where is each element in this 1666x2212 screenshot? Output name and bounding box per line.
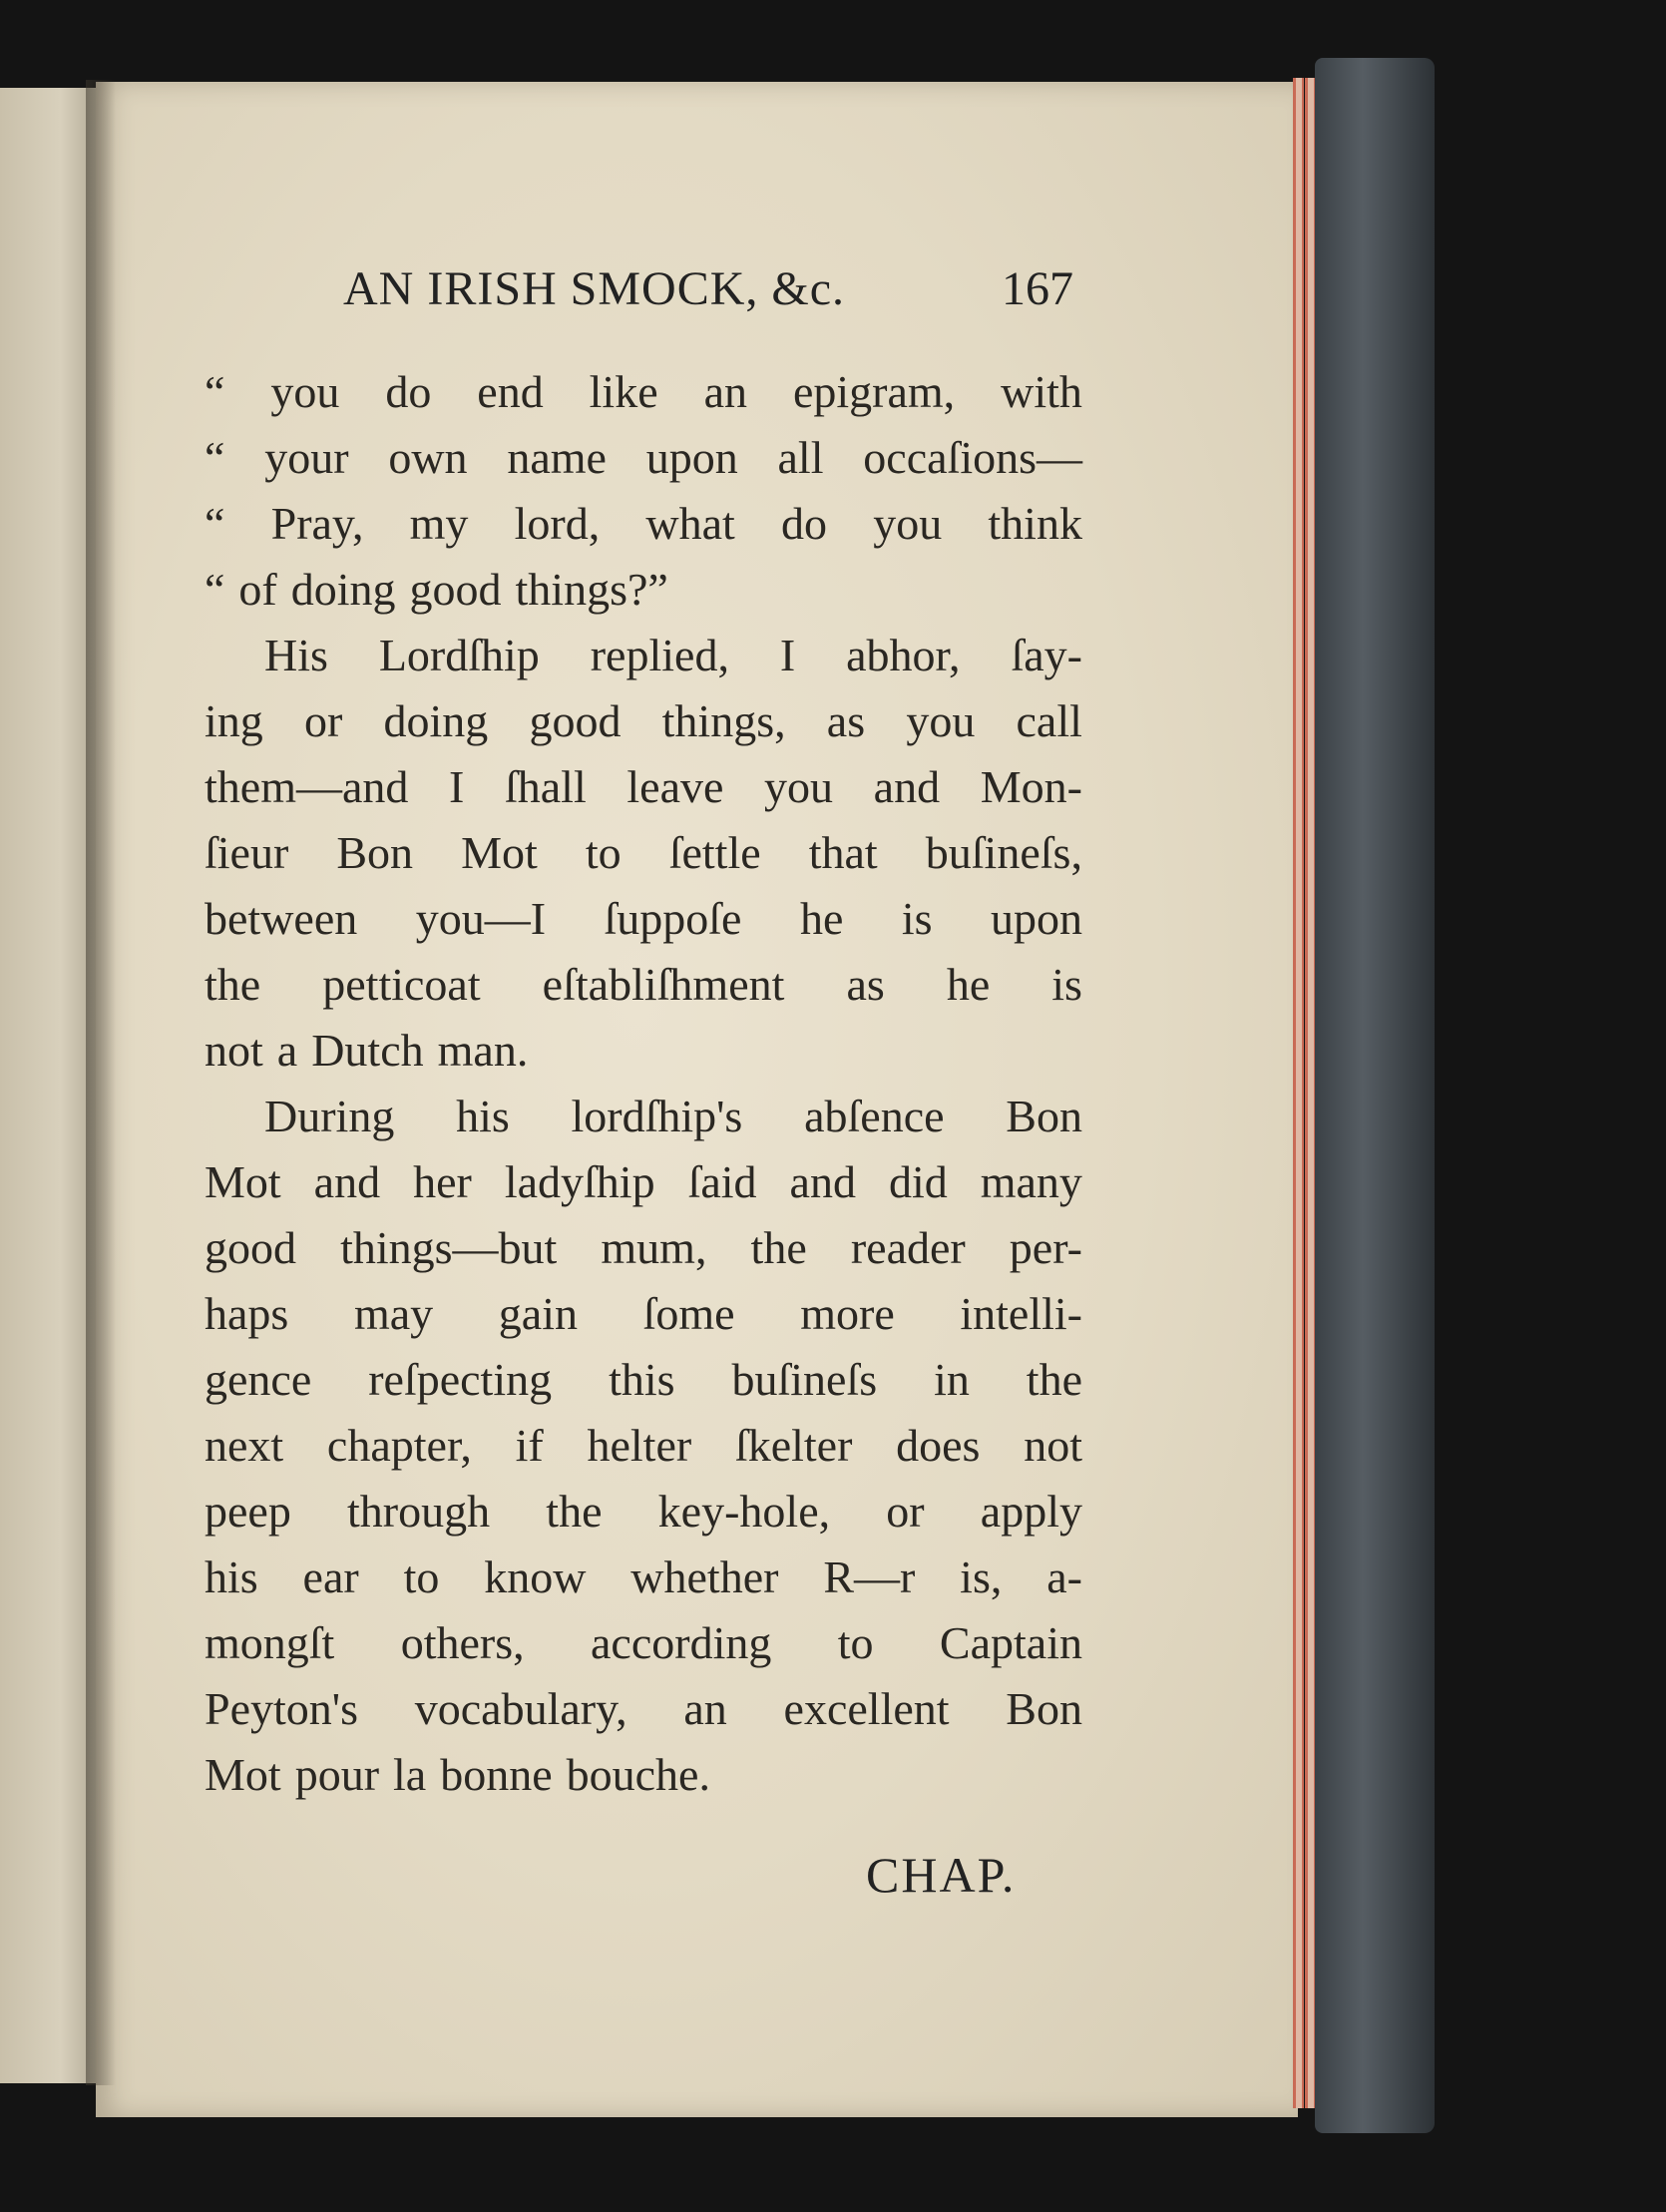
word: Mot xyxy=(461,827,538,878)
word: the xyxy=(1026,1354,1082,1405)
word: own xyxy=(388,432,468,483)
word: mum, xyxy=(601,1222,707,1273)
catchword: CHAP. xyxy=(866,1847,1017,1903)
word: he xyxy=(799,893,844,944)
word: them—and xyxy=(205,761,409,812)
word: abhor, xyxy=(846,630,961,680)
page-edge xyxy=(1293,78,1304,2108)
word: lord, xyxy=(514,498,601,549)
word: intelli- xyxy=(960,1288,1082,1339)
word: Bon xyxy=(336,827,414,878)
word: R—r xyxy=(823,1551,916,1602)
word: more xyxy=(800,1288,895,1339)
body-text xyxy=(205,359,1082,1808)
text-line xyxy=(205,754,1082,820)
word: you xyxy=(873,498,943,549)
word: do xyxy=(781,498,828,549)
word: not xyxy=(205,1025,263,1076)
word: if xyxy=(515,1420,544,1471)
text-line xyxy=(205,688,1082,754)
word: others, xyxy=(400,1617,525,1668)
word: chapter, xyxy=(326,1420,472,1471)
word: or xyxy=(886,1486,925,1537)
text-line xyxy=(205,1676,1082,1742)
word: ſome xyxy=(642,1288,735,1339)
text-line xyxy=(205,886,1082,952)
word: with xyxy=(1001,366,1082,417)
running-head xyxy=(343,261,1081,321)
word: ſaid xyxy=(687,1156,757,1207)
page-number: 167 xyxy=(1002,262,1073,315)
word: as xyxy=(826,695,866,746)
word: an xyxy=(703,366,748,417)
book-cover xyxy=(1315,58,1435,2133)
text-line xyxy=(205,557,1082,623)
word: la xyxy=(393,1749,427,1800)
word: whether xyxy=(630,1551,779,1602)
word: epigram, xyxy=(792,366,956,417)
word: many xyxy=(980,1156,1082,1207)
word: of xyxy=(238,564,277,615)
word: next xyxy=(205,1420,284,1471)
word: a- xyxy=(1046,1551,1082,1602)
word: upon xyxy=(645,432,738,483)
word: replied, xyxy=(590,630,729,680)
word: petticoat xyxy=(322,959,481,1010)
word: lordſhip's xyxy=(571,1091,743,1141)
word: Lordſhip xyxy=(378,630,540,680)
word: eſtabliſhment xyxy=(542,959,785,1010)
word: he xyxy=(946,959,991,1010)
word: or xyxy=(303,695,343,746)
word: key-hole, xyxy=(657,1486,831,1537)
word: I xyxy=(779,630,796,680)
word: Pray, xyxy=(270,498,364,549)
text-line xyxy=(205,425,1082,491)
word: upon xyxy=(990,893,1082,944)
text-line xyxy=(205,952,1082,1018)
word: the xyxy=(205,959,261,1010)
text-line xyxy=(205,1281,1082,1347)
word: end xyxy=(477,366,544,417)
word: doing xyxy=(383,695,489,746)
word: Dutch xyxy=(311,1025,424,1076)
word: all xyxy=(777,432,824,483)
text-line xyxy=(205,359,1082,425)
text-line xyxy=(205,491,1082,557)
word: Mot xyxy=(205,1749,281,1800)
word: your xyxy=(264,432,349,483)
word: in xyxy=(934,1354,970,1405)
word: “ xyxy=(205,564,225,615)
word: Mon- xyxy=(980,761,1082,812)
word: things?” xyxy=(515,564,668,615)
word: and xyxy=(873,761,941,812)
word: occaſions— xyxy=(863,432,1082,483)
word: to xyxy=(585,827,622,878)
text-line xyxy=(205,1479,1082,1545)
text-line xyxy=(205,623,1082,688)
word: Mot xyxy=(205,1156,281,1207)
word: helter xyxy=(587,1420,692,1471)
word: “ xyxy=(205,366,225,417)
word: and xyxy=(789,1156,856,1207)
word: buſineſs, xyxy=(925,827,1082,878)
word: “ xyxy=(205,498,225,549)
word: haps xyxy=(205,1288,289,1339)
word: the xyxy=(546,1486,603,1537)
word: gain xyxy=(498,1288,578,1339)
word: good xyxy=(409,564,502,615)
text-line xyxy=(205,820,1082,886)
word: apply xyxy=(980,1486,1082,1537)
word: During xyxy=(264,1091,395,1141)
word: peep xyxy=(205,1486,291,1537)
word: you—I xyxy=(415,893,547,944)
word: an xyxy=(683,1683,727,1734)
word: ing xyxy=(205,695,263,746)
word: ear xyxy=(302,1551,359,1602)
word: good xyxy=(205,1222,296,1273)
word: good xyxy=(529,695,622,746)
word: between xyxy=(205,893,358,944)
word: “ xyxy=(205,432,225,483)
word: not xyxy=(1024,1420,1082,1471)
text-line xyxy=(205,1610,1082,1676)
text-line xyxy=(205,1413,1082,1479)
word: pour xyxy=(294,1749,380,1800)
word: may xyxy=(353,1288,434,1339)
word: this xyxy=(609,1354,675,1405)
word: excellent xyxy=(783,1683,950,1734)
word: abſence xyxy=(804,1091,945,1141)
word: is, xyxy=(960,1551,1003,1602)
word: to xyxy=(837,1617,874,1668)
word: to xyxy=(403,1551,440,1602)
word: mongſt xyxy=(205,1617,335,1668)
word: Peyton's xyxy=(205,1683,358,1734)
word: leave xyxy=(626,761,724,812)
text-line xyxy=(205,1347,1082,1413)
text-line xyxy=(205,1149,1082,1215)
word: vocabulary, xyxy=(414,1683,627,1734)
word: man. xyxy=(437,1025,529,1076)
text-line xyxy=(205,1545,1082,1610)
word: ladyſhip xyxy=(504,1156,655,1207)
word: and xyxy=(313,1156,381,1207)
word: my xyxy=(409,498,469,549)
word: bonne xyxy=(440,1749,553,1800)
text-line xyxy=(205,1215,1082,1281)
word: according xyxy=(591,1617,772,1668)
word: doing xyxy=(290,564,396,615)
word: call xyxy=(1016,695,1082,746)
word: her xyxy=(413,1156,472,1207)
word: you xyxy=(906,695,976,746)
word: gence xyxy=(205,1354,312,1405)
word: bouche. xyxy=(566,1749,710,1800)
word: the xyxy=(750,1222,807,1273)
word: a xyxy=(276,1025,298,1076)
word: is xyxy=(1051,959,1082,1010)
word: know xyxy=(484,1551,587,1602)
word: things—but xyxy=(340,1222,558,1273)
word: through xyxy=(347,1486,491,1537)
word: ſay- xyxy=(1011,630,1082,680)
word: that xyxy=(808,827,878,878)
word: you xyxy=(764,761,834,812)
word: ſettle xyxy=(668,827,761,878)
word: do xyxy=(385,366,432,417)
word: ſhall xyxy=(504,761,587,812)
gutter-shadow xyxy=(86,80,116,2085)
word: does xyxy=(896,1420,981,1471)
word: per- xyxy=(1009,1222,1082,1273)
word: did xyxy=(888,1156,948,1207)
text-line xyxy=(205,1018,1082,1084)
word: reader xyxy=(850,1222,966,1273)
word: Bon xyxy=(1006,1683,1082,1734)
word: as xyxy=(846,959,885,1010)
text-line xyxy=(205,1084,1082,1149)
word: His xyxy=(264,630,328,680)
word: is xyxy=(901,893,933,944)
word: his xyxy=(456,1091,510,1141)
word: what xyxy=(645,498,735,549)
text-line xyxy=(205,1742,1082,1808)
running-title: AN IRISH SMOCK, &c. xyxy=(343,262,846,315)
word: things, xyxy=(661,695,786,746)
word: Captain xyxy=(939,1617,1082,1668)
word: you xyxy=(270,366,340,417)
word: ſieur xyxy=(205,827,289,878)
word: ſkelter xyxy=(734,1420,853,1471)
word: reſpecting xyxy=(368,1354,553,1405)
word: like xyxy=(589,366,658,417)
word: Bon xyxy=(1006,1091,1082,1141)
word: think xyxy=(988,498,1082,549)
word: name xyxy=(507,432,607,483)
word: I xyxy=(449,761,465,812)
word: buſineſs xyxy=(731,1354,878,1405)
word: ſuppoſe xyxy=(604,893,742,944)
word: his xyxy=(205,1551,258,1602)
